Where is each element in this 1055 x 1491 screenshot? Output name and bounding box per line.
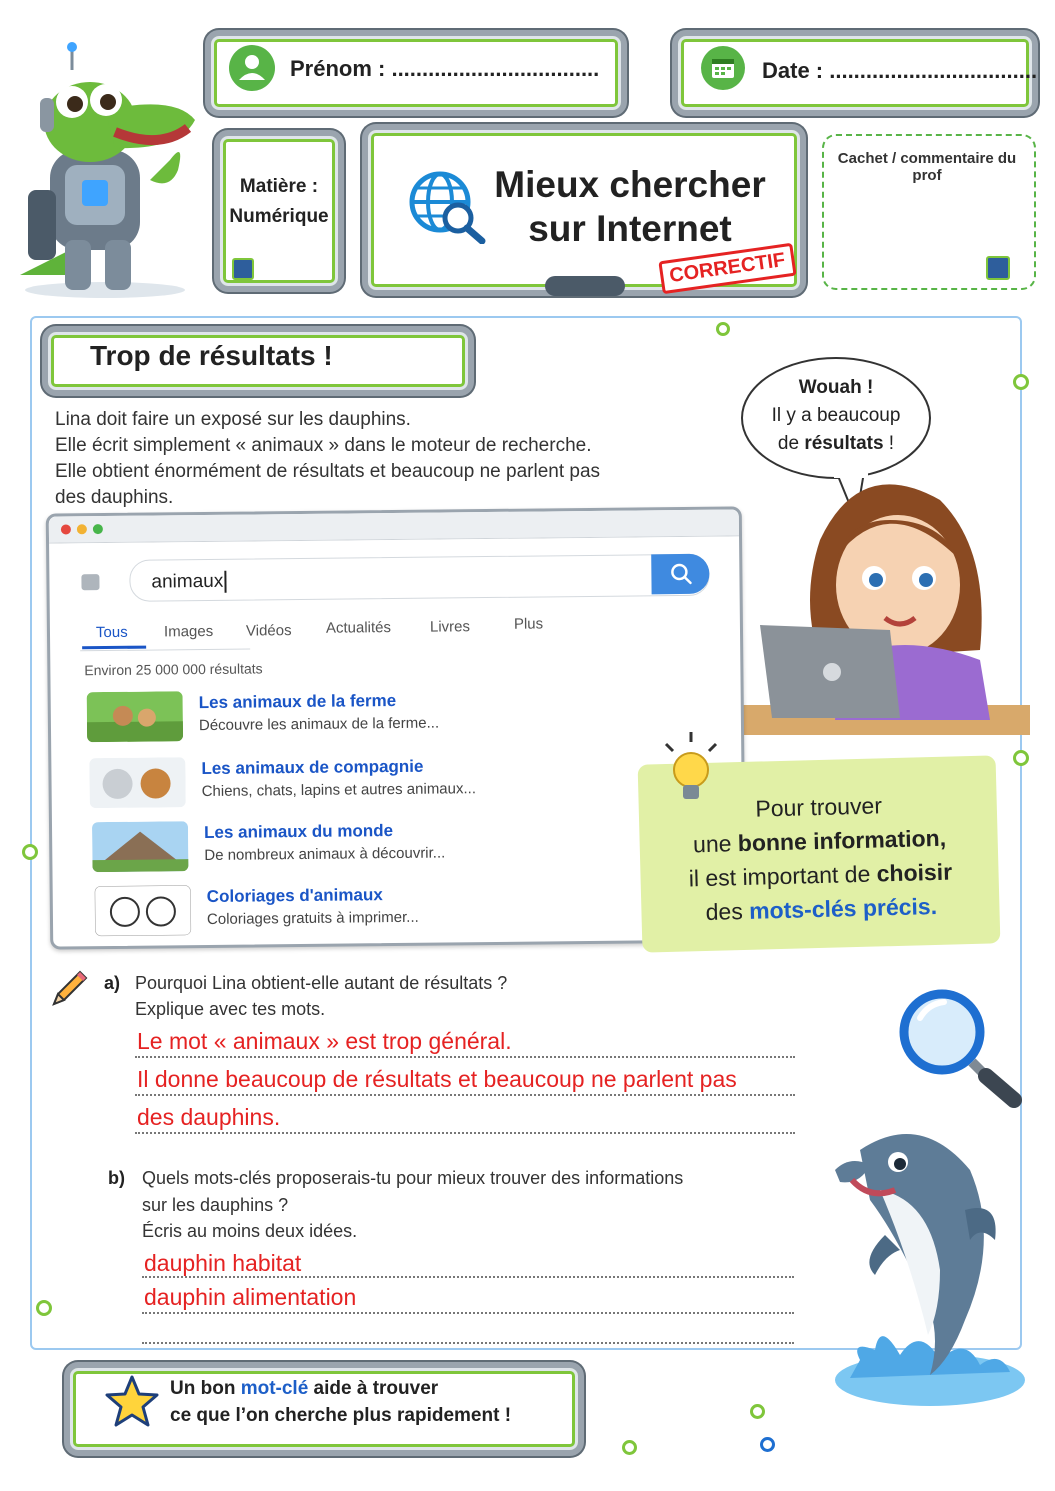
bubble-text: ! (883, 433, 895, 454)
result-title[interactable]: Coloriages d'animaux (206, 885, 383, 906)
question-b-label: b) (108, 1168, 125, 1188)
result-title[interactable]: Les animaux de la ferme (198, 690, 397, 713)
intro-text (55, 407, 600, 511)
tab-images[interactable]: Images (163, 622, 214, 641)
girl-with-laptop-illustration (740, 460, 1030, 750)
dolphin-illustration (790, 1110, 1030, 1410)
footer-keyword: mot-clé (240, 1378, 309, 1399)
circuit-node (716, 322, 730, 336)
question-b-text: sur les dauphins ? (142, 1195, 289, 1215)
bubble-line1: Wouah ! (798, 377, 874, 398)
intro-line: Lina doit faire un exposé sur les dauphins. (55, 409, 411, 430)
chip-icon (232, 258, 254, 280)
matiere-value: Numérique (229, 206, 329, 227)
tab-news[interactable]: Actualités (325, 619, 392, 637)
circuit-node (1013, 750, 1029, 766)
world-landscape-thumbnail (92, 821, 189, 872)
calendar-icon (700, 45, 746, 91)
date-field[interactable]: Date : .................................. (762, 58, 1038, 83)
robot-crocodile-mascot (10, 40, 205, 300)
tip-text-part: il est important de (688, 860, 878, 892)
footer-line1 (170, 1378, 438, 1400)
window-minimize-dot[interactable] (77, 524, 87, 534)
answer-a-line3: des dauphins. (137, 1104, 281, 1130)
circuit-node (760, 1437, 775, 1452)
intro-line: Elle obtient énormément de résultats et beaucoup ne parlent pas (55, 461, 601, 482)
tip-line: Pour trouver (755, 792, 883, 822)
results-count: Environ 25 000 000 résultats (84, 660, 263, 679)
farm-animals-thumbnail (87, 691, 184, 742)
circuit-node (22, 844, 38, 860)
tip-bold: bonne information, (737, 824, 947, 857)
circuit-node (36, 1300, 52, 1316)
answer-b-line2: dauphin alimentation (144, 1284, 357, 1310)
tab-more[interactable]: Plus (513, 615, 544, 633)
bubble-text: de (777, 433, 805, 454)
cachet-label: Cachet / commentaire du prof (837, 150, 1017, 184)
result-title[interactable]: Les animaux de compagnie (201, 756, 424, 779)
tip-text (658, 786, 981, 930)
magnifying-glass-icon (892, 986, 1028, 1108)
footer-text: aide à trouver (308, 1378, 439, 1399)
tip-bold-blue: mots-clés précis. (748, 892, 938, 924)
answer-line[interactable] (142, 1316, 794, 1344)
question-a-text: Pourquoi Lina obtient-elle autant de résultats ? (135, 973, 508, 993)
bubble-line3 (738, 433, 934, 455)
answer-a-line2: Il donne beaucoup de résultats et beaucoup ne parlent pas (137, 1066, 737, 1092)
extension-icon[interactable] (81, 574, 99, 590)
circuit-node (750, 1404, 765, 1419)
result-title[interactable]: Les animaux du monde (203, 821, 394, 843)
page-title-line2: sur Internet (528, 208, 732, 249)
correctif-stamp: CORRECTIF (658, 243, 796, 294)
footer-text: Un bon (170, 1378, 241, 1399)
chip-icon (986, 256, 1010, 280)
tip-bold: choisir (876, 858, 953, 887)
tip-text-part: des (705, 897, 750, 926)
result-description: Découvre les animaux de la ferme... (198, 714, 440, 735)
matiere-label: Matière : (239, 176, 319, 197)
intro-line: Elle écrit simplement « animaux » dans le moteur de recherche. (55, 435, 592, 456)
pencil-icon (48, 968, 90, 1010)
search-result[interactable] (95, 880, 696, 940)
question-b-text: Quels mots-clés proposerais-tu pour mieux trouver des informations (142, 1168, 684, 1188)
tip-text-part: une (692, 830, 739, 858)
bubble-bold: résultats (804, 433, 884, 454)
footer-line2: ce que l’on cherche plus rapidement ! (170, 1405, 512, 1426)
answer-b-line1: dauphin habitat (144, 1250, 302, 1276)
page-title-line1: Mieux chercher (494, 164, 766, 205)
answer-a-line1: Le mot « animaux » est trop général. (137, 1028, 512, 1054)
result-description: De nombreux animaux à découvrir... (204, 844, 446, 865)
pets-thumbnail (89, 757, 186, 808)
tab-videos[interactable]: Vidéos (245, 622, 292, 640)
search-result[interactable] (89, 752, 690, 812)
search-icon (669, 562, 693, 586)
tab-books[interactable]: Livres (429, 618, 471, 636)
result-description: Coloriages gratuits à imprimer... (206, 908, 419, 928)
bubble-line2: Il y a beaucoup (771, 405, 901, 426)
section-title: Trop de résultats ! (90, 340, 333, 371)
question-b-instruction: Écris au moins deux idées. (142, 1221, 358, 1241)
prenom-field[interactable]: Prénom : .................................. (290, 56, 600, 81)
status-lights (545, 276, 625, 296)
star-icon (104, 1374, 160, 1430)
circuit-node (1013, 374, 1029, 390)
result-description: Chiens, chats, lapins et autres animaux... (201, 780, 477, 801)
coloring-thumbnail (95, 885, 192, 936)
search-input[interactable]: animaux (151, 571, 226, 594)
globe-search-icon (406, 168, 488, 244)
question-a-label: a) (104, 973, 121, 993)
browser-titlebar (49, 509, 739, 543)
window-close-dot[interactable] (61, 524, 71, 534)
user-icon (228, 44, 276, 92)
search-result[interactable] (92, 816, 693, 876)
window-maximize-dot[interactable] (93, 524, 103, 534)
question-a-instruction: Explique avec tes mots. (135, 999, 326, 1019)
tab-all[interactable]: Tous (95, 623, 128, 642)
search-result[interactable] (87, 686, 688, 746)
circuit-node (622, 1440, 637, 1455)
intro-line: des dauphins. (55, 487, 174, 508)
